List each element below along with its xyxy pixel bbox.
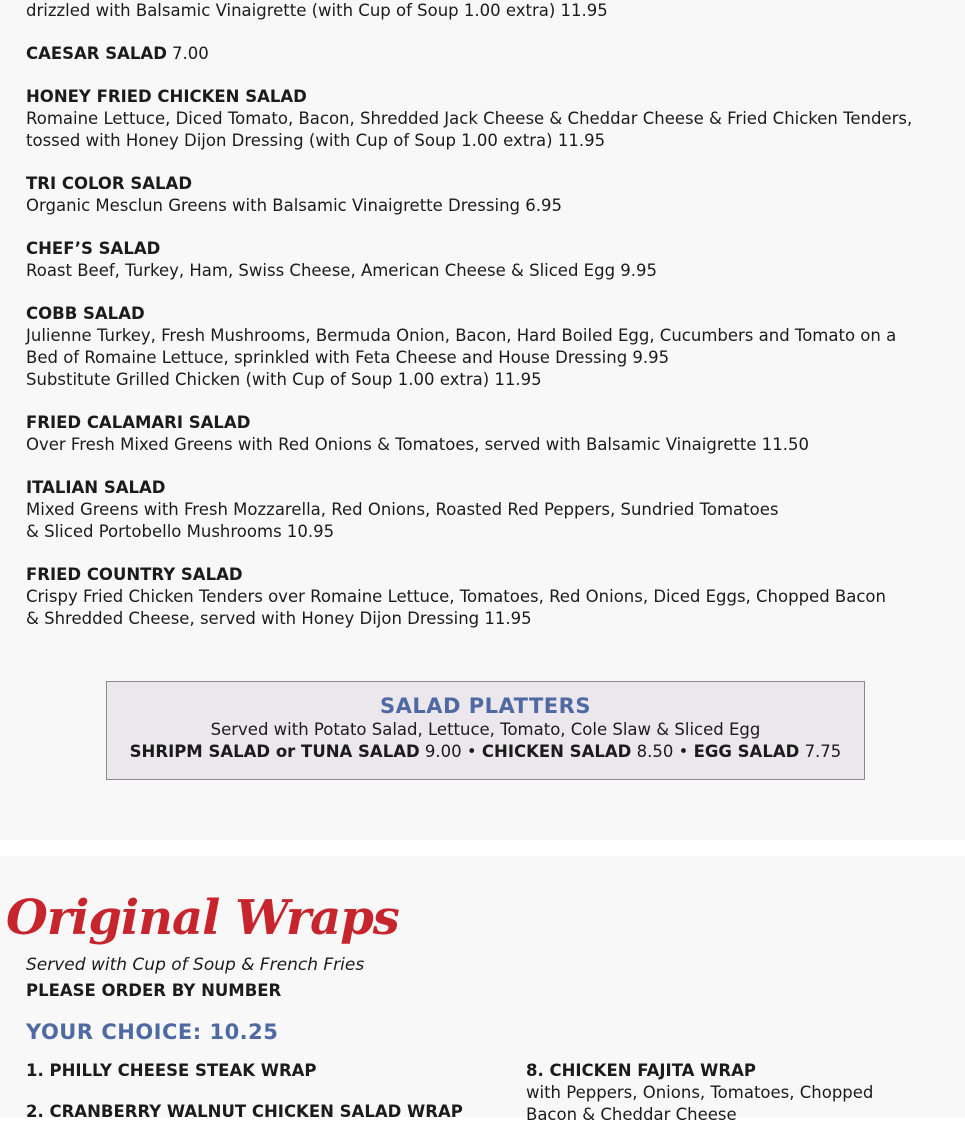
platters-title: SALAD PLATTERS [380, 694, 591, 718]
platters-subtitle: Served with Potato Salad, Lettuce, Tomato, Cole Slaw & Sliced Egg [210, 720, 761, 739]
menu-item-chefs-salad [26, 238, 657, 282]
item-title: ITALIAN SALAD [26, 478, 166, 497]
bullet-separator: • [466, 742, 477, 761]
item-desc-line: Julienne Turkey, Fresh Mushrooms, Bermuda Onion, Bacon, Hard Boiled Egg, Cucumbers and Tomato on a [26, 326, 897, 345]
wrap-item [526, 1060, 873, 1126]
item-desc-line: Crispy Fried Chicken Tenders over Romaine Lettuce, Tomatoes, Red Onions, Diced Eggs, Chopped Bacon [26, 587, 886, 606]
bullet-separator: • [678, 742, 689, 761]
egg-salad-label: EGG SALAD [693, 742, 800, 761]
wrap-title: 2. CRANBERRY WALNUT CHICKEN SALAD WRAP [26, 1102, 463, 1121]
item-desc-line: Roast Beef, Turkey, Ham, Swiss Cheese, American Cheese & Sliced Egg 9.95 [26, 261, 658, 280]
wrap-title: 1. PHILLY CHEESE STEAK WRAP [26, 1061, 317, 1080]
wrap-item [26, 1060, 317, 1082]
item-desc-line: Substitute Grilled Chicken (with Cup of Soup 1.00 extra) 11.95 [26, 370, 542, 389]
shrimp-tuna-price: 9.00 [424, 742, 462, 761]
wrap-desc-line: Bacon & Cheddar Cheese [526, 1105, 737, 1124]
wrap-desc-line: with Peppers, Onions, Tomatoes, Chopped [526, 1083, 874, 1102]
item-price: 7.00 [171, 44, 209, 63]
item-title: HONEY FRIED CHICKEN SALAD [26, 87, 307, 106]
menu-item-fried-country-salad [26, 564, 886, 630]
salad-platters-panel [106, 681, 865, 780]
item-title: CHEF’S SALAD [26, 239, 161, 258]
shrimp-tuna-label: SHRIPM SALAD or TUNA SALAD [129, 742, 420, 761]
item-desc-line: tossed with Honey Dijon Dressing (with Cup of Soup 1.00 extra) 11.95 [26, 131, 606, 150]
egg-salad-price: 7.75 [804, 742, 842, 761]
platters-prices [107, 741, 864, 763]
item-title: FRIED CALAMARI SALAD [26, 413, 251, 432]
wrap-item [26, 1101, 463, 1123]
chicken-salad-price: 8.50 [636, 742, 674, 761]
item-desc-line: Bed of Romaine Lettuce, sprinkled with Feta Cheese and House Dressing 9.95 [26, 348, 670, 367]
item-desc-line: Organic Mesclun Greens with Balsamic Vinaigrette Dressing 6.95 [26, 196, 562, 215]
item-desc-line: & Shredded Cheese, served with Honey Dijon Dressing 11.95 [26, 609, 532, 628]
item-title: COBB SALAD [26, 304, 145, 323]
menu-item-caesar-salad [26, 43, 209, 65]
chicken-salad-label: CHICKEN SALAD [481, 742, 632, 761]
item-title: CAESAR SALAD [26, 44, 167, 63]
menu-item-honey-fried-chicken-salad [26, 86, 912, 152]
menu-item-fried-calamari-salad [26, 412, 809, 456]
wraps-served-note: Served with Cup of Soup & French Fries [26, 955, 365, 975]
item-title: TRI COLOR SALAD [26, 174, 193, 193]
item-desc-line: Mixed Greens with Fresh Mozzarella, Red Onions, Roasted Red Peppers, Sundried Tomatoes [26, 500, 779, 519]
order-by-number-note: PLEASE ORDER BY NUMBER [26, 981, 282, 1000]
item-desc-line: & Sliced Portobello Mushrooms 10.95 [26, 522, 335, 541]
wraps-heading: Original Wraps [6, 890, 399, 946]
wrap-title: 8. CHICKEN FAJITA WRAP [526, 1061, 756, 1080]
item-desc-line: Over Fresh Mixed Greens with Red Onions & Tomatoes, served with Balsamic Vinaigrette 11.50 [26, 435, 809, 454]
item-desc-line: Romaine Lettuce, Diced Tomato, Bacon, Shredded Jack Cheese & Cheddar Cheese & Fried Chicken Tenders, [26, 109, 913, 128]
menu-item-cobb-salad [26, 303, 896, 391]
wraps-price: YOUR CHOICE: 10.25 [26, 1020, 279, 1044]
salad-previous-line: drizzled with Balsamic Vinaigrette (with Cup of Soup 1.00 extra) 11.95 [26, 1, 608, 20]
item-title: FRIED COUNTRY SALAD [26, 565, 243, 584]
menu-item-italian-salad [26, 477, 778, 543]
menu-item-tri-color-salad [26, 173, 562, 217]
